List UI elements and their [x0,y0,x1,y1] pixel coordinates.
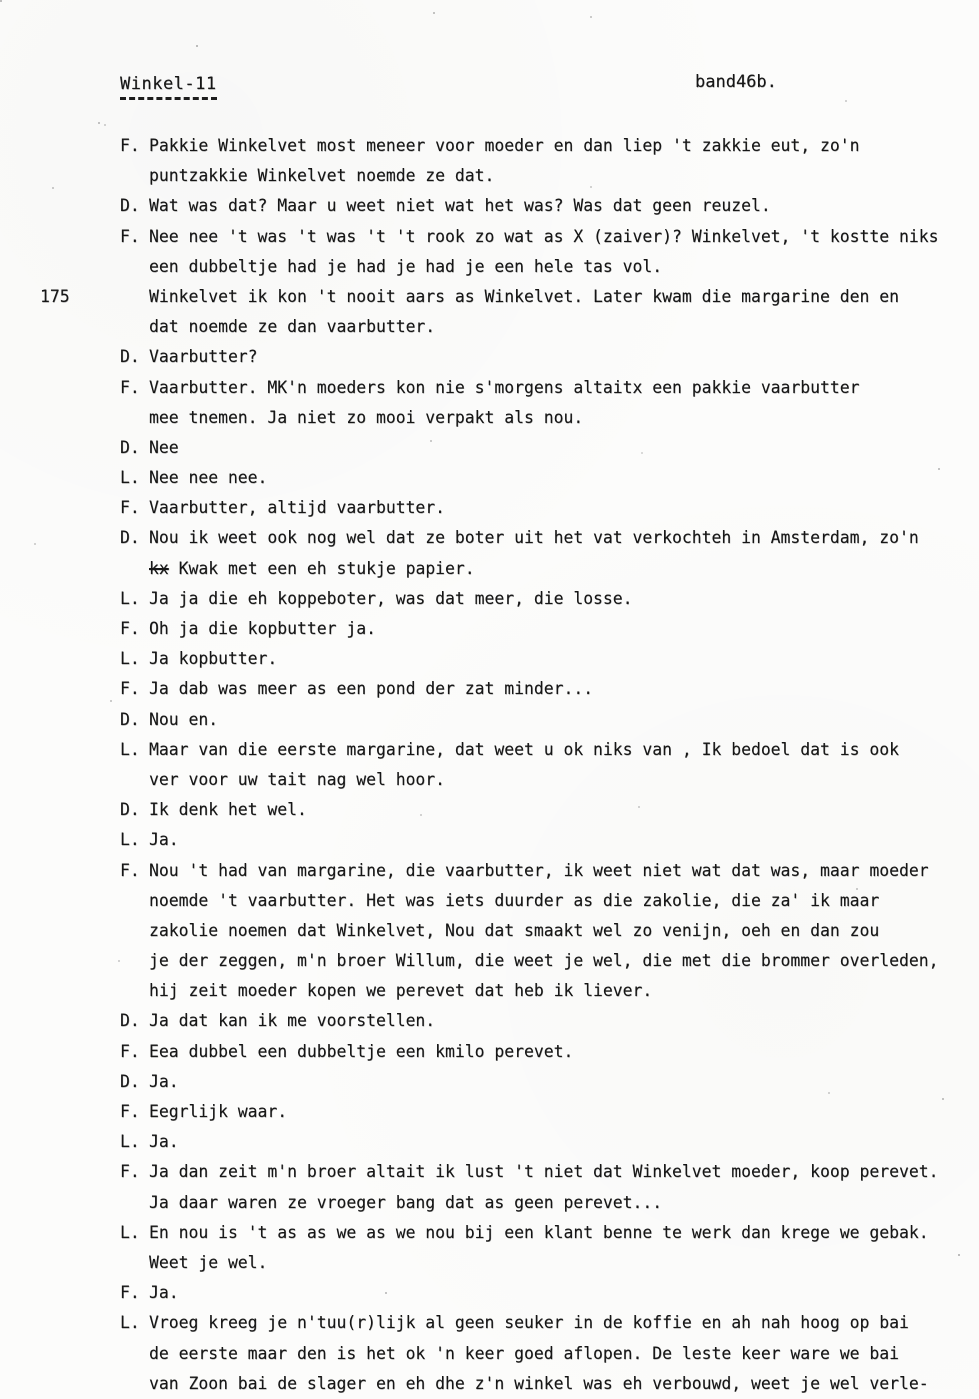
dialogue-line [40,614,975,644]
dialogue-line [40,1218,975,1248]
dialogue-line [40,1127,975,1157]
speaker-label: F. [120,1162,140,1182]
dialogue-line [40,584,975,614]
speaker-label: F. [120,1283,140,1303]
dialogue-text: Maar van die eerste margarine, dat weet u ok niks van , Ik bedoel dat is ook [149,739,899,759]
speaker-label: L. [120,649,140,669]
dialogue-text: van Zoon bai de slager en eh dhe z'n winkel was eh verbouwd, weet je wel verle- [149,1373,929,1393]
dialogue-line [40,856,975,886]
dialogue-line [40,1097,975,1127]
dialogue-text: Nee nee 't was 't was 't 't rook zo wat as X (zaiver)? Winkelvet, 't kostte niks [149,226,939,246]
dialogue-text: Ja. [149,830,179,850]
dialogue-line [40,1006,975,1036]
page-title: Winkel-11 [120,74,217,100]
dialogue-line [40,342,975,372]
dialogue-line [40,735,975,765]
dialogue-line [40,493,975,523]
speaker-label: F. [120,136,140,155]
dialogue-text: Vaarbutter? [149,347,258,367]
speaker-label: D. [120,800,140,820]
dialogue-text: dat noemde ze dan vaarbutter. [149,317,436,337]
dialogue-line [40,825,975,855]
dialogue-line [40,1157,975,1187]
dialogue-text: hij zeit moeder kopen we perevet dat heb ik liever. [149,981,653,1001]
dialogue-line [40,282,975,312]
dialogue-line [40,765,975,795]
dialogue-line [40,1339,975,1369]
dialogue-text: Eegrlijk waar. [149,1102,288,1121]
dialogue-text: Eea dubbel een dubbeltje een kmilo perevet. [149,1041,574,1061]
dialogue-text: Weet je wel. [149,1252,268,1272]
dialogue-text: Nee nee nee. [149,468,268,488]
line-number: 175 [40,286,70,306]
dialogue-line [40,946,975,976]
speaker-label: F. [120,377,140,397]
dialogue-text: Ja dab was meer as een pond der zat minder... [149,679,594,699]
dialogue-text: Ja daar waren ze vroeger bang dat as geen perevet... [149,1192,663,1212]
dialogue-line [40,161,975,191]
dialogue-text: Oh ja die kopbutter ja. [149,619,376,638]
dialogue-line [40,131,975,161]
dialogue-line [40,1248,975,1278]
dialogue-text: ver voor uw tait nag wel hoor. [149,769,446,789]
dialogue-text: Winkelvet ik kon 't nooit aars as Winkelvet. Later kwam die margarine den en [149,286,899,306]
dialogue-line [40,1067,975,1097]
dialogue-text: Vroeg kreeg je n'tuu(r)lijk al geen seuker in de koffie en ah nah hoog op bai [149,1313,909,1333]
dialogue-text-segment: Kwak met een eh stukje papier. [168,558,475,578]
band-label: band46b. [695,72,777,92]
dialogue-line [40,976,975,1006]
dialogue-text: Vaarbutter, altijd vaarbutter. [149,498,446,518]
dialogue-text: Pakkie Winkelvet most meneer voor moeder en dan liep 't zakkie eut, zo'n [149,136,860,155]
dialogue-text: een dubbeltje had je had je had je een hele tas vol. [149,256,663,276]
speaker-label: F. [120,1102,140,1121]
dialogue-line [40,222,975,252]
dialogue-line [40,644,975,674]
dialogue-line [40,373,975,403]
dialogue-line [40,554,975,584]
dialogue-text: Ja. [149,1283,179,1303]
dialogue-text: Vaarbutter. MK'n moeders kon nie s'morgens altaitx een pakkie vaarbutter [149,377,860,397]
dialogue-line [40,705,975,735]
dialogue-text [149,554,975,584]
speaker-label: F. [120,498,140,518]
dialogue-text: En nou is 't as as we as we nou bij een klant benne te werk dan krege we gebak. [149,1222,929,1242]
dialogue-text: Ja kopbutter. [149,649,278,669]
dialogue-line [40,674,975,704]
speaker-label: D. [120,1011,140,1031]
speaker-label: F. [120,860,140,880]
dialogue-line [40,433,975,463]
dialogue-text: noemde 't vaarbutter. Het was iets duurder as die zakolie, die za' ik maar [149,890,880,910]
dialogue-text: mee tnemen. Ja niet zo mooi verpakt als nou. [149,407,584,427]
speaker-label: L. [120,830,140,850]
dialogue-text: Ja. [149,1071,179,1091]
dialogue-line [40,1308,975,1338]
speaker-label: L. [120,588,140,608]
speaker-label: L. [120,1132,140,1152]
dialogue-text: Ik denk het wel. [149,800,307,820]
dialogue-line [40,1188,975,1218]
speaker-label: D. [120,1071,140,1091]
speaker-label: L. [120,1313,140,1333]
dialogue-text: Ja ja die eh koppeboter, was dat meer, die losse. [149,588,633,608]
dialogue-text: je der zeggen, m'n broer Willum, die weet je wel, die met die brommer overleden, [149,951,939,971]
dialogue-line [40,191,975,221]
dialogue-line [40,1278,975,1308]
dialogue-line [40,886,975,916]
speaker-label: D. [120,347,140,367]
struck-out-text: kx [149,558,169,578]
speaker-label: F. [120,619,140,638]
speaker-label: F. [120,1041,140,1061]
dialogue-text: Nee [149,437,179,457]
dialogue-line [40,252,975,282]
speaker-label: L. [120,468,140,488]
dialogue-text: Ja dan zeit m'n broer altait ik lust 't niet dat Winkelvet moeder, koop perevet. [149,1162,939,1182]
dialogue-text: zakolie noemen dat Winkelvet, Nou dat smaakt wel zo venijn, oeh en dan zou [149,920,880,940]
speaker-label: F. [120,226,140,246]
speaker-label: L. [120,1222,140,1242]
dialogue-text: Wat was dat? Maar u weet niet wat het was? Was dat geen reuzel. [149,196,771,216]
dialogue-line [40,312,975,342]
dialogue-line [40,523,975,553]
dialogue-line [40,403,975,433]
dialogue-text: Ja dat kan ik me voorstellen. [149,1011,436,1031]
speaker-label: F. [120,679,140,699]
dialogue-line [40,1037,975,1067]
dialogue-text: Nou ik weet ook nog wel dat ze boter uit het vat verkochteh in Amsterdam, zo'n [149,528,919,548]
speaker-label: D. [120,196,140,216]
dialogue-line [40,463,975,493]
dialogue-text: Ja. [149,1132,179,1152]
speaker-label: D. [120,709,140,729]
speaker-label: D. [120,437,140,457]
dialogue-text: de eerste maar den is het ok 'n keer goed aflopen. De leste keer ware we bai [149,1343,899,1363]
dialogue-transcript [40,131,975,1399]
dialogue-line [40,1369,975,1399]
speaker-label: L. [120,739,140,759]
dialogue-line [40,795,975,825]
speaker-label: D. [120,528,140,548]
dialogue-text: puntzakkie Winkelvet noemde ze dat. [149,166,495,186]
dialogue-text: Nou 't had van margarine, die vaarbutter, ik weet niet wat dat was, maar moeder [149,860,929,880]
dialogue-line [40,916,975,946]
dialogue-text: Nou en. [149,709,219,729]
